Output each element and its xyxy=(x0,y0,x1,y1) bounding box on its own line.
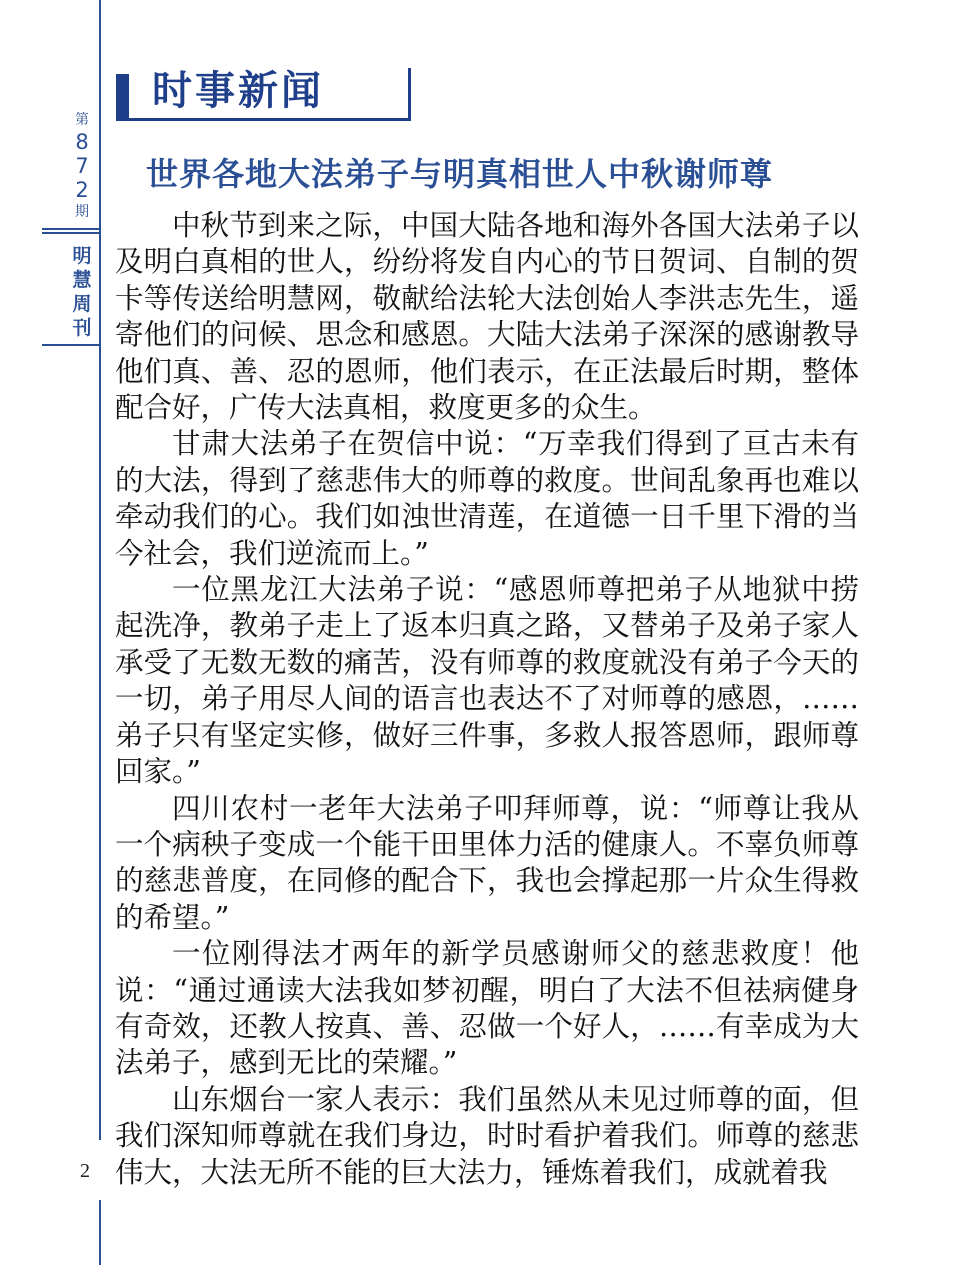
article-paragraph: 一位黑龙江大法弟子说：“感恩师尊把弟子从地狱中捞起洗净，教弟子走上了返本归真之路，又替弟子及弟子家人承受了无数无数的痛苦，没有师尊的救度就没有弟子今天的一切，弟子用尽人间的语言也表达不了对师尊的感恩，……弟子只有坚定实修，做好三件事，多救人报答恩师，跟师尊回家。” xyxy=(115,573,859,789)
article-title: 世界各地大法弟子与明真相世人中秋谢师尊 xyxy=(146,155,774,193)
magazine-char: 刊 xyxy=(72,317,92,339)
issue-prefix: 第 xyxy=(75,112,89,128)
magazine-char: 慧 xyxy=(72,269,92,291)
issue-digit: 8 xyxy=(75,130,89,154)
sidebar-divider-top-2 xyxy=(42,232,100,234)
article-paragraph: 山东烟台一家人表示：我们虽然从未见过师尊的面，但我们深知师尊就在我们身边，时时看护着我们。师尊的慈悲伟大，大法无所不能的巨大法力，锤炼着我们，成就着我 xyxy=(115,1082,859,1189)
margin-line-bottom xyxy=(99,1200,101,1265)
magazine-char: 周 xyxy=(72,293,92,315)
sidebar-divider-bottom xyxy=(42,344,100,346)
section-header-bar xyxy=(116,74,129,118)
magazine-name xyxy=(64,244,100,340)
page-number: 2 xyxy=(80,1160,90,1182)
issue-digit: 2 xyxy=(75,178,89,202)
sidebar-divider-top xyxy=(42,228,100,230)
issue-digit: 7 xyxy=(75,154,89,178)
article-body xyxy=(115,208,859,1191)
article-paragraph: 甘肃大法弟子在贺信中说：“万幸我们得到了亘古未有的大法，得到了慈悲伟大的师尊的救度。世间乱象再也难以牵动我们的心。我们如浊世清莲，在道德一日千里下滑的当今社会，我们逆流而上。” xyxy=(115,427,859,570)
section-title: 时事新闻 xyxy=(152,68,324,114)
section-header xyxy=(116,68,411,121)
issue-suffix: 期 xyxy=(75,204,89,220)
magazine-char: 明 xyxy=(72,245,92,267)
article-paragraph: 四川农村一老年大法弟子叩拜师尊，说：“师尊让我从一个病秧子变成一个能干田里体力活的健康人。不辜负师尊的慈悲普度，在同修的配合下，我也会撑起那一片众生得救的希望。” xyxy=(115,791,859,934)
article-paragraph: 一位刚得法才两年的新学员感谢师父的慈悲救度！他说：“通过通读大法我如梦初醒，明白了大法不但祛病健身有奇效，还教人按真、善、忍做一个好人，……有幸成为大法弟子，感到无比的荣耀。” xyxy=(115,937,859,1080)
article-paragraph: 中秋节到来之际，中国大陆各地和海外各国大法弟子以及明白真相的世人，纷纷将发自内心的节日贺词、自制的贺卡等传送给明慧网，敬献给法轮大法创始人李洪志先生，遥寄他们的问候、思念和感恩。大陆大法弟子深深的感谢教导他们真、善、忍的恩师，他们表示，在正法最后时期，整体配合好，广传大法真相，救度更多的众生。 xyxy=(115,209,859,425)
issue-number xyxy=(62,110,102,222)
